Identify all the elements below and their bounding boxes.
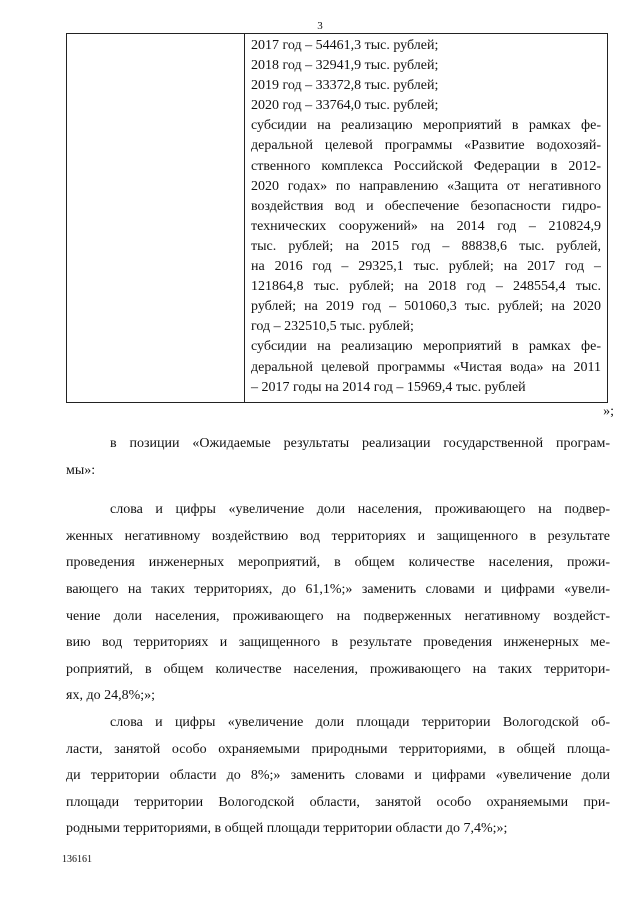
closing-quote-mark: »; [603,404,614,419]
paragraph-line: роприятий, в общем количестве населения, проживающего на таких территори- [66,661,610,677]
table-left-cell [67,34,245,402]
paragraph-line: проведения инженерных мероприятий, в общем количестве населения, прожи- [66,555,610,571]
body-text [66,431,610,843]
paragraph-line: ях, до 24,8%;»; [66,688,156,704]
paragraph-line: чение доли населения, проживающего на подверженных негативному воздейст- [66,608,610,624]
document-code: 136161 [62,854,92,865]
table-right-cell [245,34,607,402]
table-line: 2019 год – 33372,8 тыс. рублей; [251,78,439,94]
table-line: 121864,8 тыс. рублей; на 2018 год – 248554,4 тыс. [251,279,601,295]
paragraph-gap [66,484,610,497]
table-line: воздействия вод и обеспечение безопасности гидро- [251,198,601,214]
paragraph-line: мы»: [66,462,96,478]
paragraph-line: ласти, занятой особо охраняемыми природными территориями, в общей площа- [66,741,610,757]
table-line: тыс. рублей; на 2015 год – 88838,6 тыс. рублей, [251,238,601,254]
paragraph-line: слова и цифры «увеличение доли населения, проживающего на подвер- [110,502,610,518]
table-line: – 2017 годы на 2014 год – 15969,4 тыс. рублей [251,379,526,395]
table-line: ственного комплекса Российской Федерации в 2012- [251,158,601,174]
table-line: 2020 годах» по направлению «Защита от негативного [251,178,601,194]
table-line: субсидии на реализацию мероприятий в рамках фе- [251,118,601,134]
paragraph-line: слова и цифры «увеличение доли площади территории Вологодской об- [110,714,610,730]
paragraph-line: женных негативному воздействию вод территориях и защищенного в результате [66,528,610,544]
paragraph-line: вающего на таких территориях, до 61,1%;» заменить словами и цифрами «увели- [66,581,610,597]
table-line: рублей; на 2019 год – 501060,3 тыс. рублей; на 2020 [251,299,601,315]
paragraph-line: родными территориями, в общей площади территории области до 7,4%;»; [66,821,508,837]
table-line: деральной целевой программы «Развитие водохозяй- [251,138,601,154]
table-line: 2020 год – 33764,0 тыс. рублей; [251,98,439,114]
table-line: деральной целевой программы «Чистая вода» на 2011 [251,359,601,375]
paragraph-line: ди территории области до 8%;» заменить словами и цифрами «увеличение доли [66,768,610,784]
table-line: 2017 год – 54461,3 тыс. рублей; [251,38,439,53]
paragraph-line: в позиции «Ожидаемые результаты реализации государственной програм- [110,436,610,451]
table-line: 2018 год – 32941,9 тыс. рублей; [251,58,439,74]
paragraph-line: вию вод территориях и защищенного в результате проведения инженерных ме- [66,635,610,651]
page-number: 3 [317,20,323,32]
table-line: год – 232510,5 тыс. рублей; [251,319,414,335]
paragraph-line: площади территории Вологодской области, занятой особо охраняемыми при- [66,794,610,810]
program-table [66,33,608,403]
table-line: субсидии на реализацию мероприятий в рамках фе- [251,339,601,355]
table-line: на 2016 год – 29325,1 тыс. рублей; на 2017 год – [251,259,601,275]
table-line: технических сооружений» на 2014 год – 210824,9 [251,218,601,234]
